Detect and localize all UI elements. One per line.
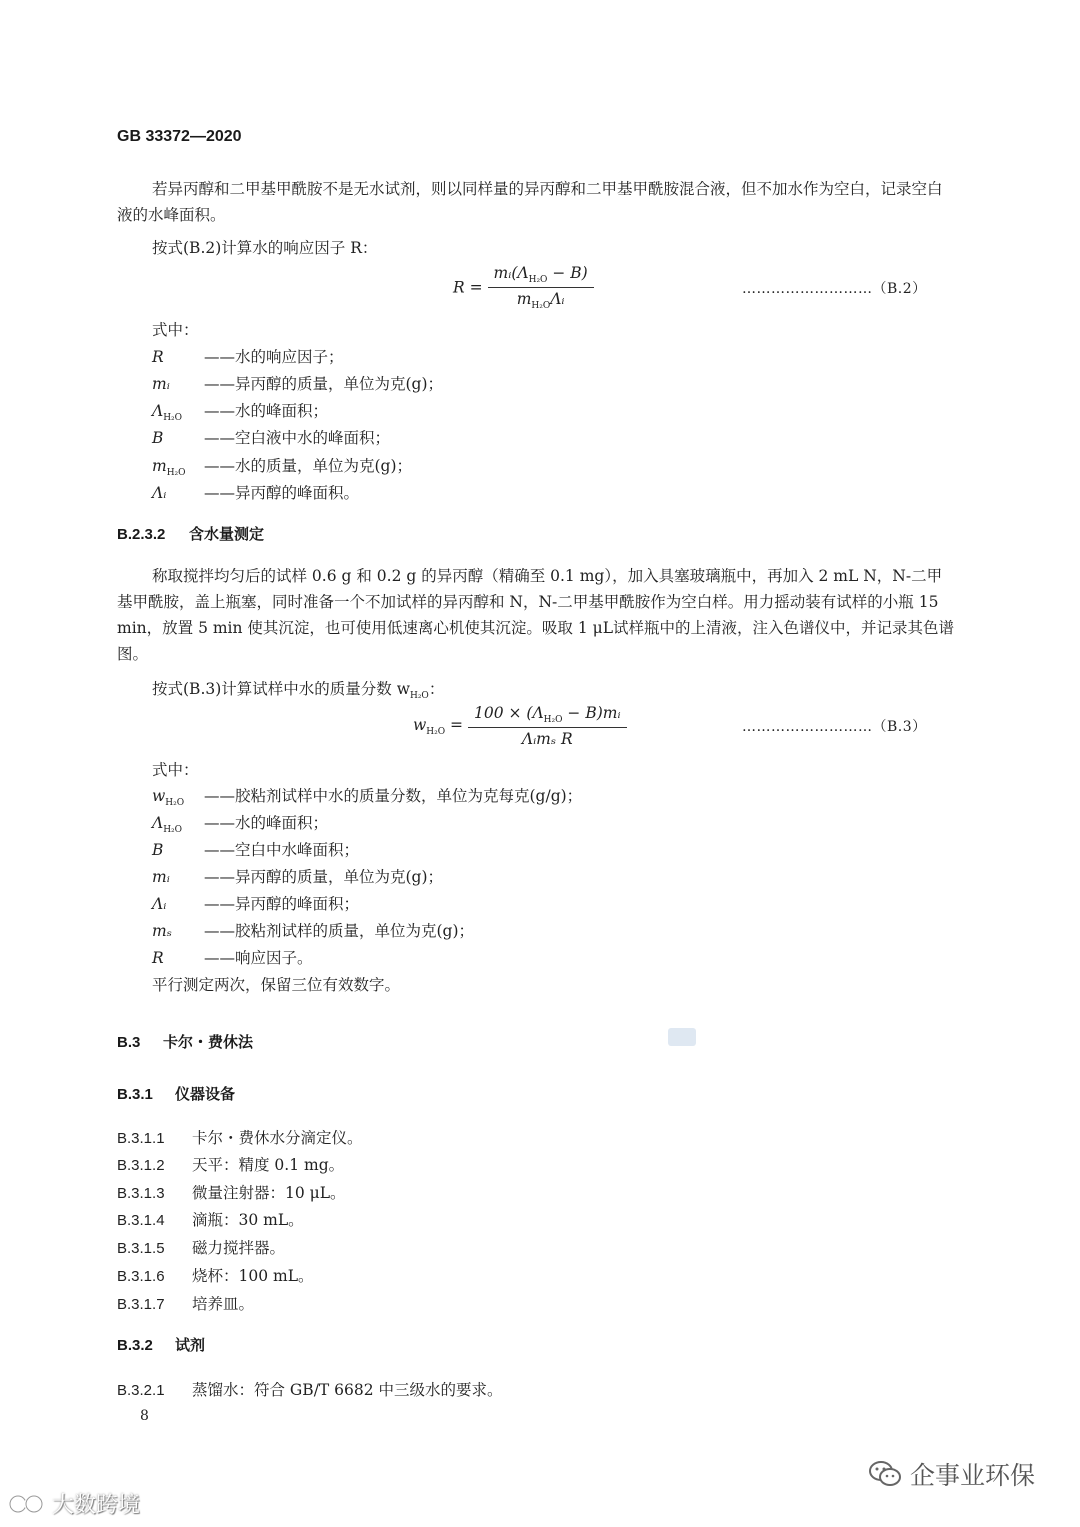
definition-item: $w_{H_2O}$ ——胶粘剂试样中水的质量分数，单位为克每克(g/g)； xyxy=(152,787,583,809)
section-heading-b3: B.3 卡尔・费休法 xyxy=(117,1034,254,1051)
watermark-logo xyxy=(668,1028,696,1046)
definition-item: Λᵢ ——异丙醇的峰面积。 xyxy=(152,484,360,502)
equipment-item: B.3.1.4 滴瓶：30 mL。 xyxy=(117,1211,304,1229)
watermark xyxy=(8,1488,140,1519)
where-label-1: 式中： xyxy=(152,321,199,339)
definition-item: $\Lambda_{H_2O}$ ——水的峰面积； xyxy=(152,402,329,424)
wechat-account-badge xyxy=(868,1456,1035,1492)
definition-item: $\Lambda_{H_2O}$ ——水的峰面积； xyxy=(152,814,329,836)
section-heading-b31: B.3.1 仪器设备 xyxy=(117,1086,236,1103)
section-heading-b232: B.2.3.2 含水量测定 xyxy=(117,526,265,543)
watermark-logo-icon xyxy=(8,1490,48,1518)
definition-item: mᵢ ——异丙醇的质量，单位为克(g)； xyxy=(152,868,444,886)
equation-b3-lhs: $w_{H_2O}$ = xyxy=(413,715,464,737)
equation-b2 xyxy=(453,264,594,311)
wechat-account-name: 企事业环保 xyxy=(910,1461,1036,1490)
where-label-2: 式中： xyxy=(152,761,199,779)
section-heading-b32: B.3.2 试剂 xyxy=(117,1337,206,1354)
definition-item: R ——响应因子。 xyxy=(152,949,313,967)
paragraph-eq-b2-intro: 按式(B.2)计算水的响应因子 R： xyxy=(152,239,378,257)
equation-b3-fraction: $\frac{100 \times (\Lambda_{H_2O} - B)mᵢ}{\text{Λᵢmₛ R}}$ xyxy=(468,704,627,748)
definition-item: mᵢ ——异丙醇的质量，单位为克(g)； xyxy=(152,375,444,393)
equipment-item: B.3.1.3 微量注射器：10 μL。 xyxy=(117,1184,346,1202)
equipment-item: B.3.1.1 卡尔・费休水分滴定仪。 xyxy=(117,1129,363,1147)
paragraph-water-content-procedure: 称取搅拌均匀后的试样 0.6 g 和 0.2 g 的异丙醇（精确至 0.1 mg），加入具塞玻璃瓶中，再加入 2 mL N，N-二甲基甲酰胺，盖上瓶塞，同时准备一个不加试样的异丙醇和 N，N-二甲基甲酰胺作为空白样。用力摇动装有试样的小瓶 15 min，放置 5 min 使其沉淀，也可使用低速离心机使其沉淀。吸取 1 μL试样瓶中的上清液，注入色谱仪中，并记录其色谱图。 xyxy=(117,567,955,663)
definition-item: R ——水的响应因子； xyxy=(152,348,344,366)
definition-item: B ——空白液中水的峰面积； xyxy=(152,429,391,447)
paragraph-blank-note: 若异丙醇和二甲基甲酰胺不是无水试剂，则以同样量的异丙醇和二甲基甲酰胺混合液，但不加水作为空白，记录空白液的水峰面积。 xyxy=(117,180,943,224)
equipment-item: B.3.1.2 天平：精度 0.1 mg。 xyxy=(117,1156,345,1174)
standard-id: GB 33372—2020 xyxy=(117,128,242,145)
watermark-text: 大数跨境 xyxy=(52,1493,141,1518)
equipment-item: B.3.1.7 培养皿。 xyxy=(117,1295,255,1313)
equation-b3-ref: ………………………（B.3） xyxy=(742,719,927,735)
wechat-icon xyxy=(868,1459,902,1489)
definition-item: mₛ ——胶粘剂试样的质量，单位为克(g)； xyxy=(152,922,475,940)
reagent-item: B.3.2.1 蒸馏水：符合 GB/T 6682 中三级水的要求。 xyxy=(117,1381,503,1399)
equation-b2-fraction: $\frac{mᵢ(\Lambda_{H_2O} - B)}{m_{H_2O}\Lambda ᵢ}$ xyxy=(488,264,594,311)
definition-item: Λᵢ ——异丙醇的峰面积； xyxy=(152,895,360,913)
equation-b3 xyxy=(413,704,627,748)
equation-b2-lhs: R = xyxy=(453,278,483,297)
equation-b2-ref: ………………………（B.2） xyxy=(742,281,927,297)
equipment-item: B.3.1.6 烧杯：100 mL。 xyxy=(117,1267,314,1285)
definition-item: B ——空白中水峰面积； xyxy=(152,841,360,859)
definition-item: $m_{H_2O}$ ——水的质量，单位为克(g)； xyxy=(152,457,413,479)
equipment-item: B.3.1.5 磁力搅拌器。 xyxy=(117,1239,286,1257)
paragraph-parallel-determination: 平行测定两次，保留三位有效数字。 xyxy=(152,976,401,994)
page-number: 8 xyxy=(140,1408,149,1424)
paragraph-eq-b3-intro: 按式(B.3)计算试样中水的质量分数 $w_{H_2O}$： xyxy=(152,680,445,702)
